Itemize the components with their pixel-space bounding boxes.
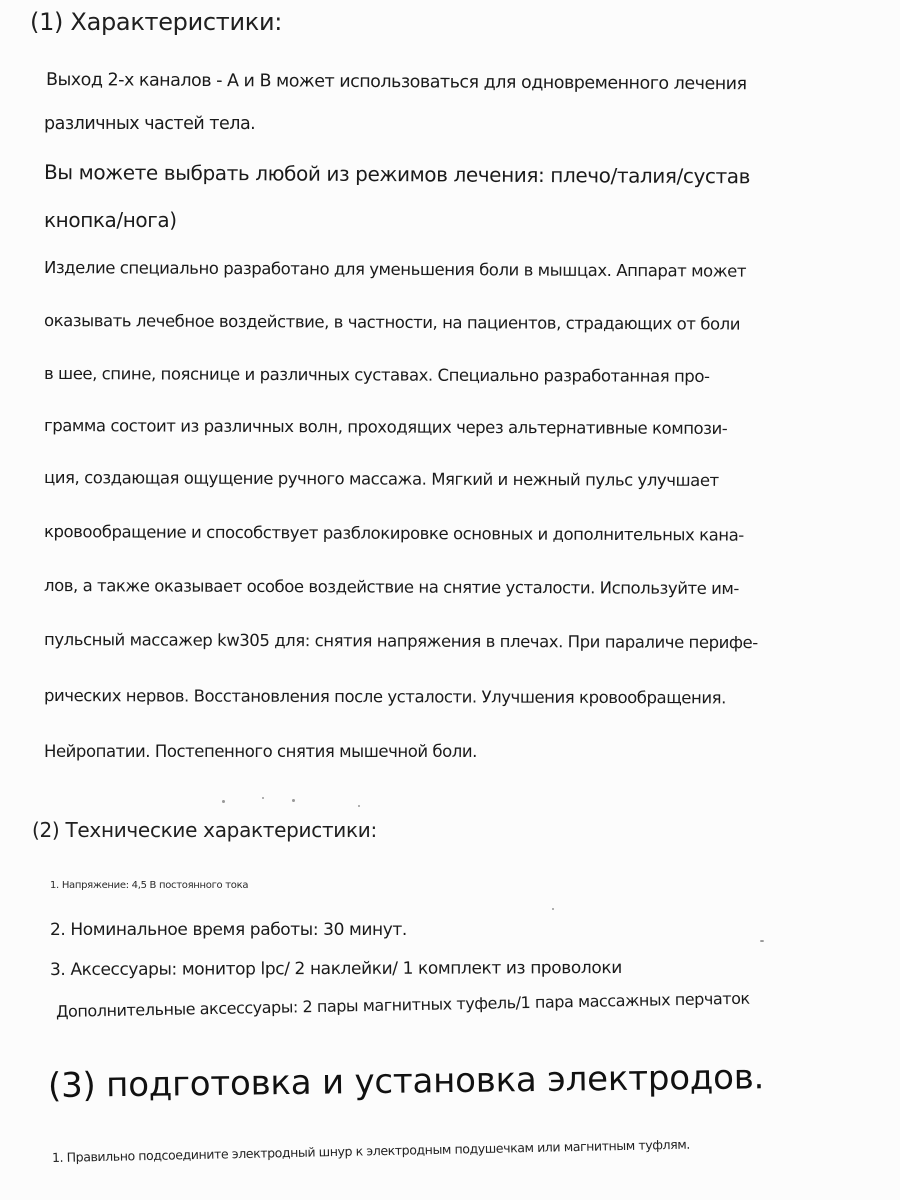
description-line-6: кровообращение и способствует разблокировке основных и дополнительных кана-	[43, 522, 744, 545]
description-line-4: грамма состоит из различных волн, проходящих через альтернативные компози-	[43, 416, 728, 438]
modes-line-2: кнопка/нога)	[44, 208, 177, 232]
description-line-7: лов, а также оказывает особое воздействие на снятие усталости. Используйте им-	[43, 576, 739, 599]
section3-step1: 1. Правильно подсоедините электродный шнур к электродным подушечкам или магнитным туфлям.	[51, 1136, 691, 1165]
description-line-8: пульсный массажер kw305 для: снятия напряжения в плечах. При параличе перифе-	[43, 630, 758, 653]
description-line-3: в шее, спине, пояснице и различных суставах. Специально разработанная про-	[43, 364, 710, 386]
scan-speck	[292, 799, 295, 802]
intro-line-2: различных частей тела.	[44, 114, 256, 134]
work-time-spec: 2. Номинальное время работы: 30 минут.	[50, 920, 407, 940]
description-line-5: ция, создающая ощущение ручного массажа. Мягкий и нежный пульс улучшает	[43, 468, 719, 490]
scan-speck	[760, 940, 764, 942]
accessories-spec: 3. Аксессуары: монитор lpc/ 2 наклейки/ 1 комплект из проволоки	[49, 958, 622, 980]
scan-speck	[222, 800, 225, 803]
description-line-10: Нейропатии. Постепенного снятия мышечной боли.	[44, 742, 477, 761]
scan-speck	[358, 805, 360, 807]
voltage-spec: 1. Напряжение: 4,5 В постоянного тока	[50, 880, 249, 891]
scan-speck	[552, 908, 554, 910]
description-line-9: рических нервов. Восстановления после усталости. Улучшения кровообращения.	[43, 686, 726, 708]
description-line-1: Изделие специально разработано для уменьшения боли в мышцах. Аппарат может	[43, 258, 747, 281]
extra-accessories-spec: Дополнительные аксессуары: 2 пары магнитных туфель/1 пара массажных перчаток	[55, 988, 750, 1021]
section2-heading: (2) Технические характеристики:	[32, 818, 377, 842]
intro-line-1: Выход 2-х каналов - А и В может использоваться для одновременного лечения	[45, 70, 747, 95]
description-line-2: оказывать лечебное воздействие, в частности, на пациентов, страдающих от боли	[43, 311, 741, 334]
modes-line-1: Вы можете выбрать любой из режимов лечения: плечо/талия/сустав	[43, 160, 751, 189]
section3-heading: (3) подготовка и установка электродов.	[47, 1057, 765, 1106]
scan-speck	[262, 797, 264, 799]
section1-heading: (1) Характеристики:	[30, 8, 283, 36]
